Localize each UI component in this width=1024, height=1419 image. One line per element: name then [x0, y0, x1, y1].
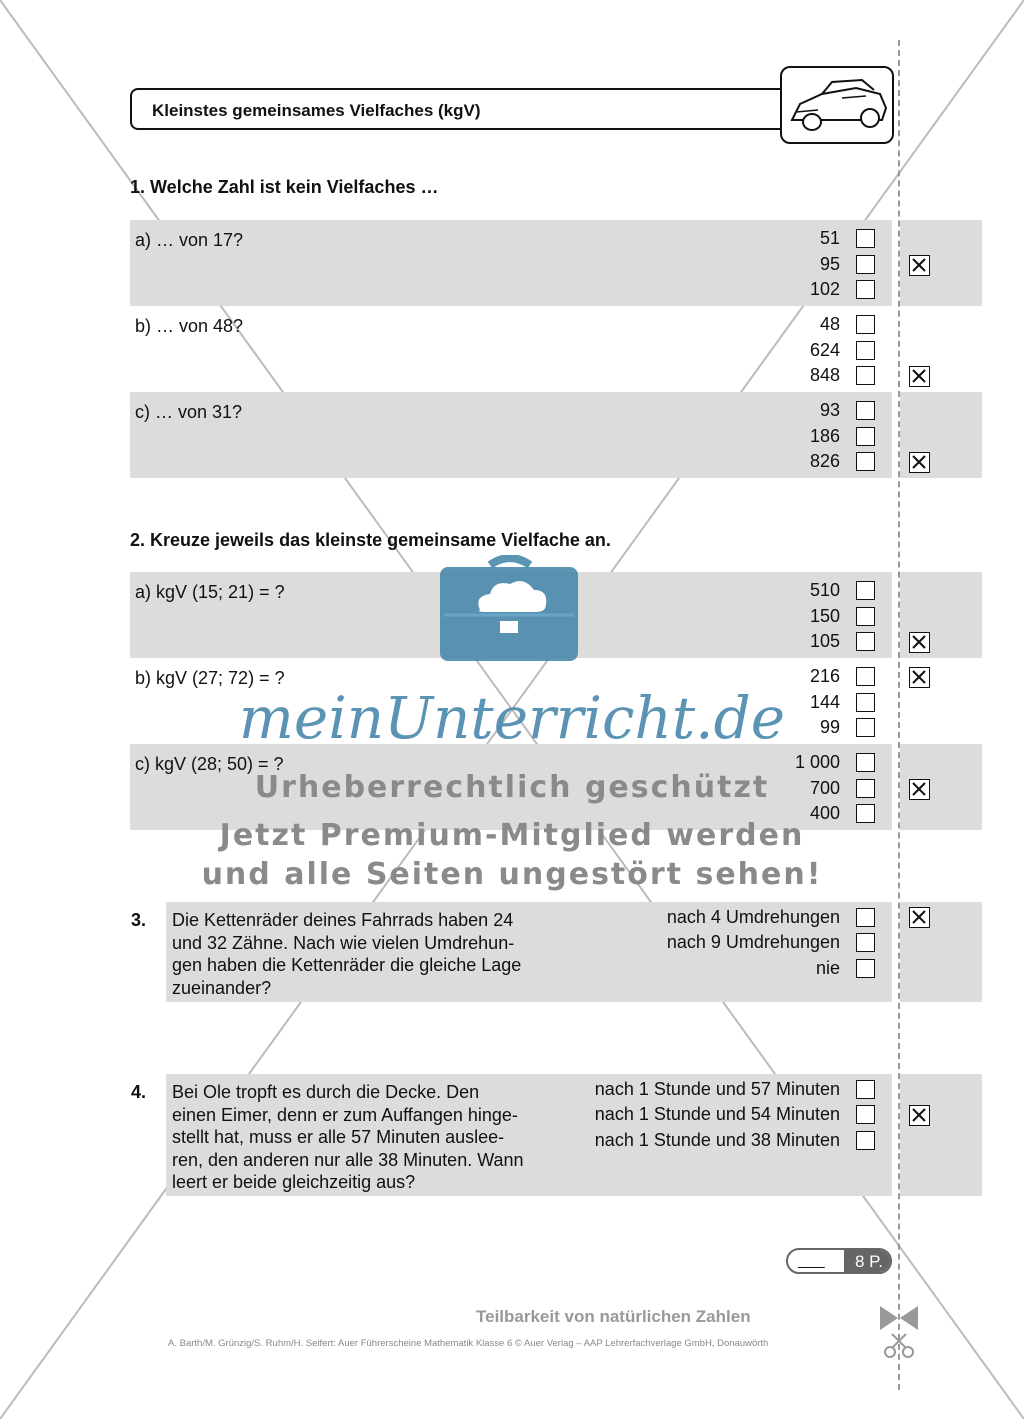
q3-checkbox-3[interactable] [856, 959, 875, 978]
footer-credit: A. Barth/M. Grünzig/S. Ruhm/H. Seifert: Auer Führerscheine Mathematik Klasse 6 © Auer Verlag – AAP Lehrerfachverlage GmbH, Donauwörth [168, 1338, 769, 1349]
q1-checkbox[interactable] [856, 401, 875, 420]
q4-number: 4. [131, 1082, 147, 1102]
q1-answer-mark[interactable] [909, 452, 930, 473]
q4-checkbox-3[interactable] [856, 1131, 875, 1150]
q4-option-1: nach 1 Stunde und 57 Minuten [594, 1079, 840, 1099]
q3-text: Die Kettenräder deines Fahrrads haben 24 und 32 Zähne. Nach wie vielen Umdrehun- gen haben die Kettenräder die gleiche Lage zueinander? [172, 910, 522, 998]
q2-row-label: b) kgV (27; 72) = ? [135, 668, 285, 688]
q2-row-label: c) kgV (28; 50) = ? [135, 754, 284, 774]
q1-row [130, 392, 982, 478]
q1-answer-mark[interactable] [909, 255, 930, 276]
q1-checkbox[interactable] [856, 366, 875, 385]
q3-option-1: nach 4 Umdrehungen [666, 907, 840, 927]
score-points: 8 P. [844, 1250, 892, 1274]
q1-row-label: b) … von 48? [135, 316, 244, 336]
q4-checkbox-1[interactable] [856, 1080, 875, 1099]
q1-option: 48 [819, 314, 840, 334]
q2-row-label: a) kgV (15; 21) = ? [135, 582, 285, 602]
q1-option: 826 [809, 451, 840, 471]
watermark-line-pages: und alle Seiten ungestört sehen! [201, 857, 823, 892]
q4-text: Bei Ole tropft es durch die Decke. Den einen Eimer, denn er zum Auffangen hinge- stellt hat, muss er alle 57 Minuten auslee- ren, den anderen nur alle 38 Minuten. Wann leert er beide gleichzeitig aus? [172, 1082, 524, 1192]
q3-answer-mark[interactable] [909, 907, 930, 928]
q4-checkbox-2[interactable] [856, 1105, 875, 1124]
q2-checkbox[interactable] [856, 607, 875, 626]
page-title: Kleinstes gemeinsames Vielfaches (kgV) [152, 101, 481, 120]
score-box [786, 1248, 892, 1274]
q1-checkbox[interactable] [856, 255, 875, 274]
q2-option: 510 [809, 580, 840, 600]
q3-option-3: nie [815, 958, 840, 978]
q3-checkbox-2[interactable] [856, 933, 875, 952]
q1-option: 93 [819, 400, 840, 420]
watermark-line-premium: Jetzt Premium-Mitglied werden [219, 818, 805, 853]
cross-icon [910, 633, 928, 651]
q1-row [130, 306, 982, 392]
q1-checkbox[interactable] [856, 280, 875, 299]
footer-title: Teilbarkeit von natürlichen Zahlen [476, 1307, 751, 1326]
q3-number: 3. [131, 910, 147, 930]
q1-option: 848 [809, 365, 840, 385]
q1-answer-mark[interactable] [909, 366, 930, 387]
q2-option: 144 [809, 691, 840, 712]
q1-option: 186 [809, 425, 840, 446]
cross-icon [910, 256, 928, 274]
cross-icon [910, 908, 928, 926]
q3-checkbox-1[interactable] [856, 908, 875, 927]
q2-option: 216 [809, 666, 840, 686]
q2-answer-mark[interactable] [909, 632, 930, 653]
watermark-brand: meinUnterricht.de [238, 684, 786, 752]
car-icon [782, 68, 892, 142]
q1-row [130, 220, 982, 306]
q1-checkbox[interactable] [856, 452, 875, 471]
q1-checkbox[interactable] [856, 427, 875, 446]
cross-icon [910, 367, 928, 385]
q2-checkbox[interactable] [856, 632, 875, 651]
q2-option: 1 000 [794, 752, 840, 772]
q3-option-2: nach 9 Umdrehungen [666, 932, 840, 952]
q4-option-3: nach 1 Stunde und 38 Minuten [594, 1130, 840, 1150]
cross-icon [910, 453, 928, 471]
scissors-icon [878, 1304, 920, 1360]
cross-icon [910, 1106, 928, 1124]
q4-answer-mark[interactable] [909, 1105, 930, 1126]
q2-checkbox[interactable] [856, 581, 875, 600]
q1-checkbox[interactable] [856, 341, 875, 360]
q1-row-label: c) … von 31? [135, 402, 243, 422]
q1-option: 102 [809, 279, 840, 299]
q1-option: 95 [819, 253, 840, 274]
q2-option: 105 [809, 631, 840, 651]
q2-option: 400 [809, 803, 840, 823]
q2-option: 150 [809, 605, 840, 626]
car-illustration [780, 66, 894, 144]
q4-option-2: nach 1 Stunde und 54 Minuten [594, 1104, 840, 1124]
q2-option: 99 [819, 717, 840, 737]
q2-title: 2. Kreuze jeweils das kleinste gemeinsame Vielfache an. [130, 530, 611, 550]
watermark-bag-icon [440, 555, 580, 665]
q1-checkbox[interactable] [856, 229, 875, 248]
score-blank: ___ [798, 1252, 825, 1269]
q1-row-label: a) … von 17? [135, 230, 244, 250]
watermark-line-copyright: Urheberrechtlich geschützt [254, 770, 770, 805]
q1-option: 624 [809, 339, 840, 360]
q2-option: 700 [809, 777, 840, 798]
q1-title: 1. Welche Zahl ist kein Vielfaches … [130, 177, 439, 197]
q1-option: 51 [819, 228, 840, 248]
q1-checkbox[interactable] [856, 315, 875, 334]
